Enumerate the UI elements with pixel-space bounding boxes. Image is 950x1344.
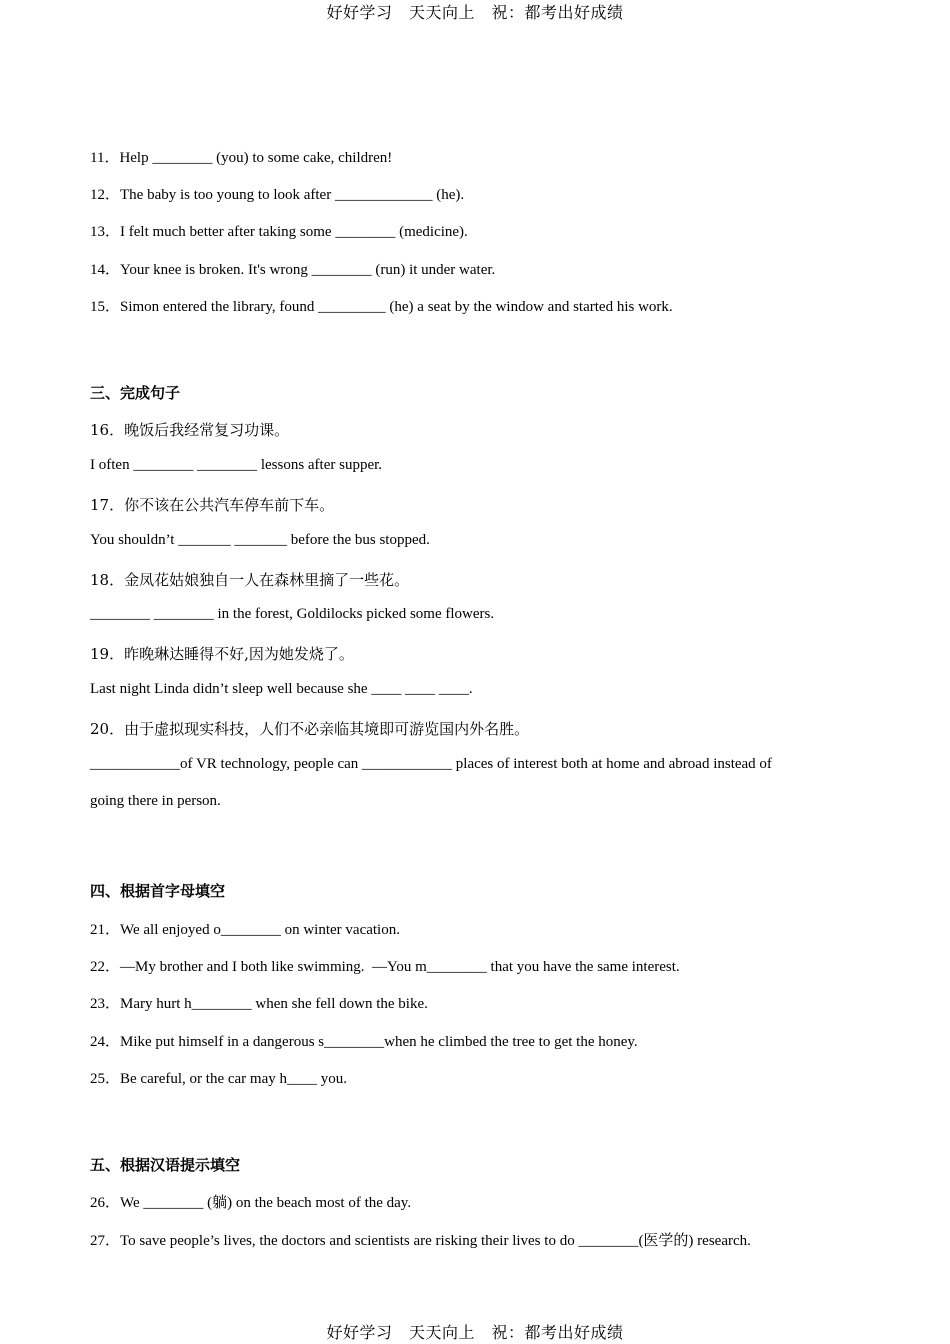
page-footer: 好好学习 天天向上 祝：都考出好成绩 [326,1323,624,1342]
question-19-answer-line: Last night Linda didn’t sleep well because she ____ ____ ____. [90,681,473,697]
question-20-answer-line-cont: going there in person. [90,793,221,809]
question-14: 14．Your knee is broken. It's wrong ________ (run) it under water. [90,262,496,278]
question-21: 21．We all enjoyed o________ on winter vacation. [90,922,400,938]
question-16-answer-line: I often ________ ________ lessons after supper. [90,457,383,473]
question-23: 23．Mary hurt h________ when she fell down the bike. [90,996,428,1012]
question-17: 17．你不该在公共汽车停车前下车。 [90,496,335,514]
question-12: 12．The baby is too young to look after _____________ (he). [90,187,465,203]
question-15: 15．Simon entered the library, found _________ (he) a seat by the window and started his work. [90,299,673,315]
question-20: 20．由于虚拟现实科技，人们不必亲临其境即可游览国内外名胜。 [90,720,530,738]
question-18: 18．金凤花姑娘独自一人在森林里摘了一些花。 [90,571,410,589]
question-17-answer-line: You shouldn’t _______ _______ before the bus stopped. [90,532,430,548]
question-13: 13．I felt much better after taking some ________ (medicine). [90,224,468,240]
section-heading-5: 五、根据汉语提示填空 [90,1156,241,1174]
section-heading-4: 四、根据首字母填空 [90,882,226,900]
question-25: 25．Be careful, or the car may h____ you. [90,1071,347,1087]
question-24: 24．Mike put himself in a dangerous s________when he climbed the tree to get the honey. [90,1034,638,1050]
question-27: 27．To save people’s lives, the doctors and scientists are risking their lives to do ________(医学的) research. [90,1233,751,1249]
question-19: 19．昨晚琳达睡得不好,因为她发烧了。 [90,645,354,663]
question-11: 11．Help ________ (you) to some cake, children! [90,150,393,166]
question-16: 16．晚饭后我经常复习功课。 [90,421,290,439]
section-heading-3: 三、完成句子 [90,384,181,402]
question-18-answer-line: ________ ________ in the forest, Goldilocks picked some flowers. [90,606,495,622]
question-26: 26．We ________ (躺) on the beach most of the day. [90,1195,412,1211]
page-header: 好好学习 天天向上 祝：都考出好成绩 [326,3,624,22]
question-20-answer-line: ____________of VR technology, people can ____________ places of interest both at home and abroad instead of [90,756,772,772]
question-22: 22．—My brother and I both like swimming. —You m________ that you have the same interest. [90,959,680,975]
